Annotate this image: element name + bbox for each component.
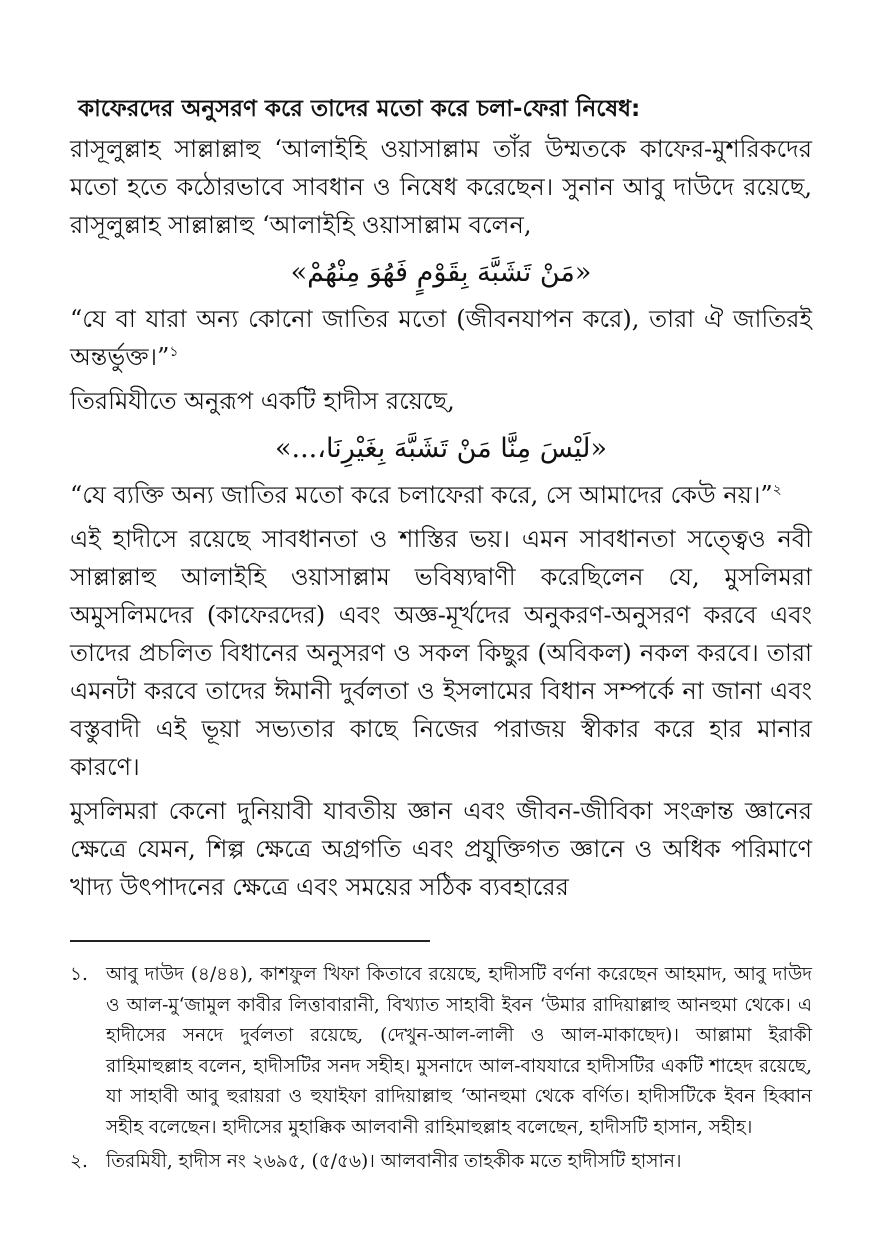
quote-text: “যে বা যারা অন্য কোনো জাতির মতো (জীবনযাপন করে), তারা ঐ জাতিরই অন্তর্ভুক্ত।” [70,305,812,371]
footnote-ref-1[interactable]: ১ [169,344,179,360]
arabic-hadith-2: «لَيْسَ مِنَّا مَنْ تَشَبَّهَ بِغَيْرِنَا،...» [274,433,608,464]
paragraph-knowledge: মুসলিমরা কেনো দুনিয়াবী যাবতীয় জ্ঞান এবং জীবন-জীবিকা সংক্রান্ত জ্ঞানের ক্ষেত্রে যেমন, শিল্প ক্ষেত্রে অগ্রগতি এবং প্রযুক্তিগত জ্ঞানে ও অধিক পরিমাণে খাদ্য উৎপাদনের ক্ষেত্রে এবং সময়ের সঠিক ব্যবহারের [70,797,812,901]
footnote-text: আবু দাউদ (৪/৪৪), কাশফুল খিফা কিতাবে রয়েছে, হাদীসটি বর্ণনা করেছেন আহমাদ, আবু দাউদ ও আল-মু‘জামুল কাবীর লিত্তাবারানী, বিখ্যাত সাহাবী ইবন ‘উমার রাদিয়াল্লাহু আনহুমা থেকে। এ হাদীসের সনদে দুর্বলতা রয়েছে, (দেখুন-আল-লালী ও আল-মাকাছেদ)। আল্লামা ইরাকী রাহিমাহুল্লাহ বলেন, হাদীসটির সনদ সহীহ। মুসনাদে আল-বাযযারে হাদীসটির একটি শাহেদ রয়েছে, যা সাহাবী আবু হুরায়রা ও হুযাইফা রাদিয়াল্লাহু ‘আনহুমা থেকে বর্ণিত। হাদীসটিকে ইবন হিব্বান সহীহ বলেছেন। হাদীসের মুহাক্কিক আলবানী রাহিমাহুল্লাহ বলেছেন, হাদীসটি হাসান, সহীহ। [106,964,812,1138]
footnote-number: ২. [70,1151,88,1172]
footnote-1 [70,960,812,1143]
footnote-text: তিরমিযী, হাদীস নং ২৬৯৫, (৫/৫৬)। আলবানীর তাহকীক মতে হাদীসটি হাসান। [106,1151,682,1172]
paragraph-intro: রাসূলুল্লাহ সাল্লাল্লাহু ‘আলাইহি ওয়াসাল্লাম তাঁর উম্মতকে কাফের-মুশরিকদের মতো হতে কঠোরভাবে সাবধান ও নিষেধ করেছেন। সুনান আবু দাউদে রয়েছে, রাসূলুল্লাহ সাল্লাল্লাহু ‘আলাইহি ওয়াসাল্লাম বলেন, [70,135,812,239]
footnote-ref-2[interactable]: ২ [772,482,782,498]
quote-text: “যে ব্যক্তি অন্য জাতির মতো করে চলাফেরা করে, সে আমাদের কেউ নয়।” [70,481,773,509]
footnote-divider [70,940,430,942]
paragraph-tirmidhi: তিরমিযীতে অনুরূপ একটি হাদীস রয়েছে, [70,387,455,415]
translation-quote-2 [70,476,812,514]
section-heading: কাফেরদের অনুসরণ করে তাদের মতো করে চলা-ফেরা নিষেধ: [78,96,641,122]
footnote-2 [70,1147,812,1178]
footnote-number: ১. [70,964,88,985]
paragraph-warning: এই হাদীসে রয়েছে সাবধানতা ও শাস্তির ভয়। এমন সাবধানতা সত্ত্বেও নবী সাল্লাল্লাহু আলাইহি ওয়াসাল্লাম ভবিষ্যদ্বাণী করেছিলেন যে, মুসলিমরা অমুসলিমদের (কাফেরদের) এবং অজ্ঞ-মূর্খদের অনুকরণ-অনুসরণ করবে এবং তাদের প্রচলিত বিধানের অনুসরণ ও সকল কিছুর (অবিকল) নকল করবে। তারা এমনটা করবে তাদের ঈমানী দুর্বলতা ও ইসলামের বিধান সম্পর্কে না জানা এবং বস্তুবাদী এই ভূয়া সভ্যতার কাছে নিজের পরাজয় স্বীকার করে হার মানার কারণে। [70,525,812,781]
translation-quote-1 [70,300,812,376]
arabic-hadith-1: «مَنْ تَشَبَّهَ بِقَوْمٍ فَهُوَ مِنْهُمْ» [290,257,592,288]
